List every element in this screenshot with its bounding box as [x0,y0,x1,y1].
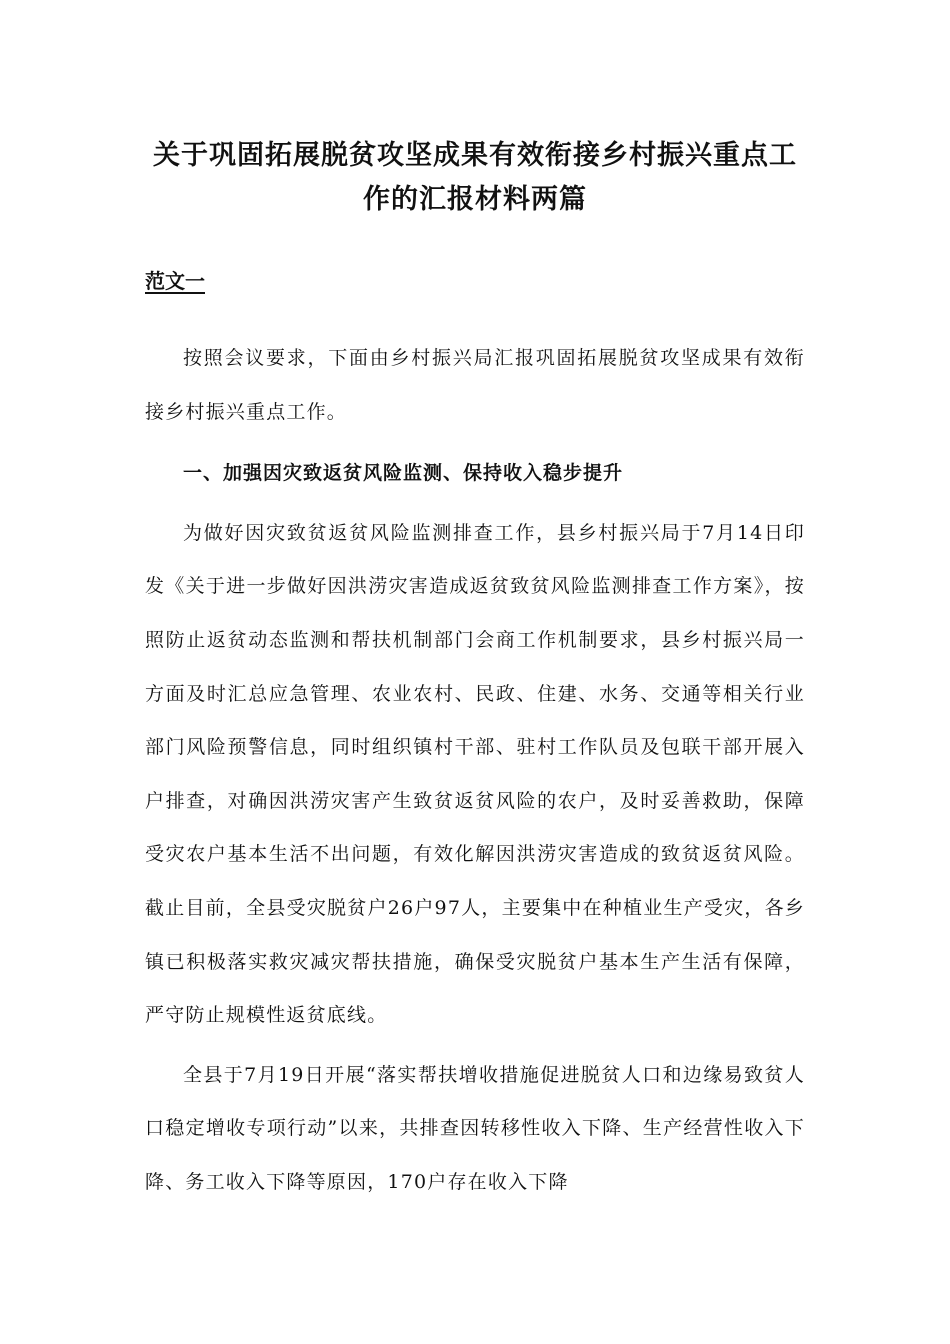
document-page [145,130,805,1210]
body-paragraph-2: 全县于7月19日开展“落实帮扶增收措施促进脱贫人口和边缘易致贫人口稳定增收专项行动”以来，共排查因转移性收入下降、生产经营性收入下降、务工收入下降等原因，170户存在收入下降 [145,1063,805,1193]
section-label: 范文一 [145,269,205,293]
body-paragraph-1: 为做好因灾致贫返贫风险监测排查工作，县乡村振兴局于7月14日印发《关于进一步做好因洪涝灾害造成返贫致贫风险监测排查工作方案》，按照防止返贫动态监测和帮扶机制部门会商工作机制要求，县乡村振兴局一方面及时汇总应急管理、农业农村、民政、住建、水务、交通等相关行业部门风险预警信息，同时组织镇村干部、驻村工作队员及包联干部开展入户排查，对确因洪涝灾害产生致贫返贫风险的农户，及时妥善救助，保障受灾农户基本生活不出问题，有效化解因洪涝灾害造成的致贫返贫风险。截止目前，全县受灾脱贫户26户97人，主要集中在种植业生产受灾，各乡镇已积极落实救灾减灾帮扶措施，确保受灾脱贫户基本生产生活有保障，严守防止规模性返贫底线。 [145,521,805,1027]
intro-paragraph: 按照会议要求，下面由乡村振兴局汇报巩固拓展脱贫攻坚成果有效衔接乡村振兴重点工作。 [145,347,805,423]
document-title: 关于巩固拓展脱贫攻坚成果有效衔接乡村振兴重点工作的汇报材料两篇 [153,140,797,215]
section-heading: 一、加强因灾致返贫风险监测、保持收入稳步提升 [183,462,624,485]
